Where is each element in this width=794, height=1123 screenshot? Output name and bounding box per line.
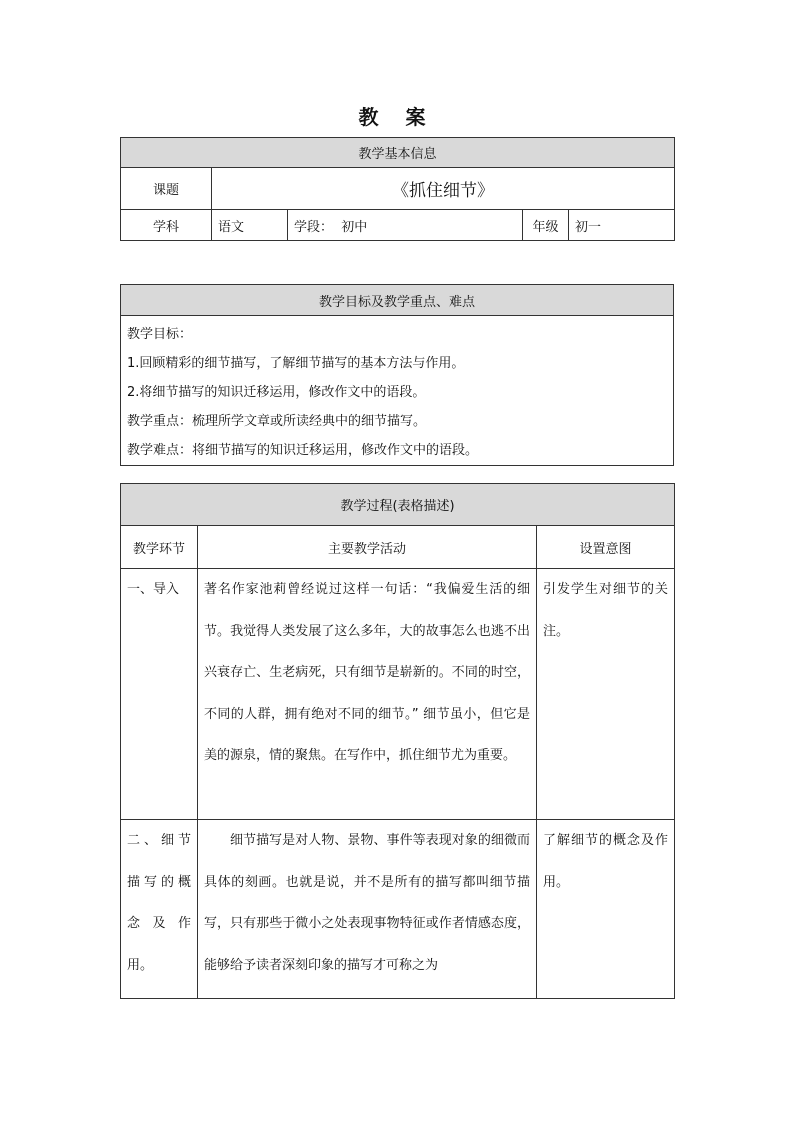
objectives-line: 教学重点：梳理所学文章或所读经典中的细节描写。 xyxy=(127,414,427,429)
grade-value: 初一 xyxy=(569,210,675,241)
step-cell: 一、导入 xyxy=(121,569,198,820)
objectives-line: 2.将细节描写的知识迁移运用，修改作文中的语段。 xyxy=(127,385,426,400)
process-table xyxy=(120,483,675,999)
intent-cell: 了解细节的概念及作用。 xyxy=(537,820,675,999)
process-header: 教学过程(表格描述) xyxy=(121,484,675,526)
grade-label: 年级 xyxy=(523,210,569,241)
col-intent-header: 设置意图 xyxy=(537,526,675,569)
subject-label: 学科 xyxy=(121,210,212,241)
basic-info-header: 教学基本信息 xyxy=(121,138,675,168)
page-title: 教 案 xyxy=(358,105,436,129)
topic-value: 《抓住细节》 xyxy=(212,168,675,210)
activity-text: 著名作家池莉曾经说过这样一句话：“我偏爱生活的细节。我觉得人类发展了这么多年，大的故事怎么也逃不出兴衰存亡、生老病死，只有细节是崭新的。不同的时空，不同的人群，拥有绝对不同的细节。” 细节虽小，但它是美的源泉，情的聚焦。在写作中，抓住细节尤为重要。 xyxy=(204,582,530,763)
objectives-line: 教学目标： xyxy=(127,327,193,342)
activity-text: 细节描写是对人物、景物、事件等表现对象的细微而具体的刻画。也就是说，并不是所有的描写都叫细节描写，只有那些于微小之处表现事物特征或作者情感态度，能够给予读者深刻印象的描写才可称之为 xyxy=(204,833,530,973)
intent-cell: 引发学生对细节的关注。 xyxy=(537,569,675,820)
activity-cell xyxy=(198,569,537,820)
col-step-header: 教学环节 xyxy=(121,526,198,569)
stage-value: 初中 xyxy=(341,219,368,235)
objectives-header: 教学目标及教学重点、难点 xyxy=(121,285,674,316)
activity-cell xyxy=(198,820,537,999)
subject-value: 语文 xyxy=(212,210,288,241)
objectives-body xyxy=(121,316,674,466)
objectives-line: 教学难点：将细节描写的知识迁移运用，修改作文中的语段。 xyxy=(127,443,479,458)
step-cell: 二、细节描写的概念及作用。 xyxy=(121,820,198,999)
col-activity-header: 主要教学活动 xyxy=(198,526,537,569)
stage-label: 学段： xyxy=(294,219,334,235)
objectives-table xyxy=(120,284,674,466)
objectives-line: 1.回顾精彩的细节描写，了解细节描写的基本方法与作用。 xyxy=(127,356,465,371)
topic-label: 课题 xyxy=(121,168,212,210)
table-row xyxy=(121,820,675,999)
stage-cell xyxy=(288,210,523,241)
basic-info-table xyxy=(120,137,675,241)
table-row xyxy=(121,569,675,820)
